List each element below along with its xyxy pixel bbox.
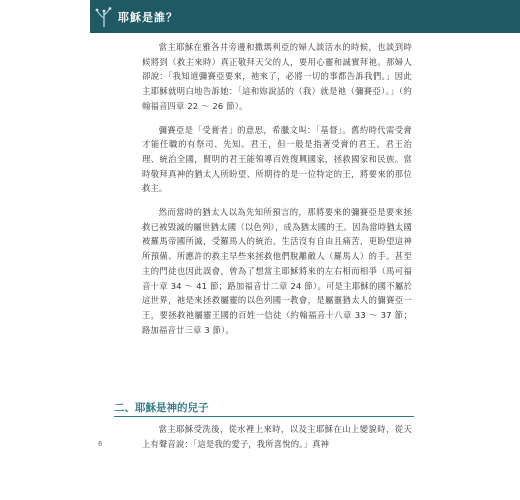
section-heading: 二、耶穌是神的兒子 <box>114 400 414 417</box>
paragraph-2: 彌賽亞是「受膏者」的意思，希臘文叫：「基督」。舊約時代需受膏才能任職的有祭司、先知、君王，但一般是指著受膏的君王。君王治理、統治全國，賢明的君王能領導百姓復興國家，拯救國家和民族。當時敬拜真神的猶太人所盼望、所期待的是一位特定的王，將要來的那位救主。 <box>142 124 412 194</box>
plant-sprig-icon <box>93 6 115 28</box>
paragraph-3: 然而當時的猶太人以為先知所預言的，那將要來的彌賽亞是要來拯救已被毀滅的屬世猶太國（以色列），成為猶太國的王。因為當時猶太國被羅馬帝國所滅，受羅馬人的統治，生活沒有自由且痛苦，更盼望這神所預備、所應許的救主早些來拯救他們脫離敵人（羅馬人）的手。甚至主的門徒也因此誤會，曾為了想當主耶穌將來的左右相而相爭（馬可福音十章 34 ～ 41 節；路加福音廿二章 24 節）。可是主耶穌的國不屬於這世界，祂是來拯救屬靈的以色列國一教會，是屬靈猶太人的彌賽亞一王，要拯救祂屬靈王國的百姓一信徒（約翰福音十八章 33 ～ 37 節；路加福音廿三章 3 節）。 <box>142 207 412 335</box>
section-paragraph: 當主耶穌受洗後，從水裡上來時，以及主耶穌在山上變貌時，從天上有聲音說：「這是我的愛子，我所喜悅的。」真神 <box>142 424 412 449</box>
main-content <box>142 40 412 346</box>
paragraph-1: 當主耶穌在雅各井旁邊和撒瑪利亞的婦人談活水的時候，也談到時候將到（救主來時）真正敬拜天父的人，要用心靈和誠實拜祂。那婦人卻說：「我知道彌賽亞要來，祂來了，必將一切的事都告訴我們。」因此主耶穌就明白地告訴她：「這和妳說話的（我）就是祂（彌賽亞）。」（約翰福音四章 22 ～ 26 節）。 <box>142 42 412 111</box>
header-title: 耶穌是誰？ <box>118 11 178 24</box>
page-number: 6 <box>98 440 103 448</box>
